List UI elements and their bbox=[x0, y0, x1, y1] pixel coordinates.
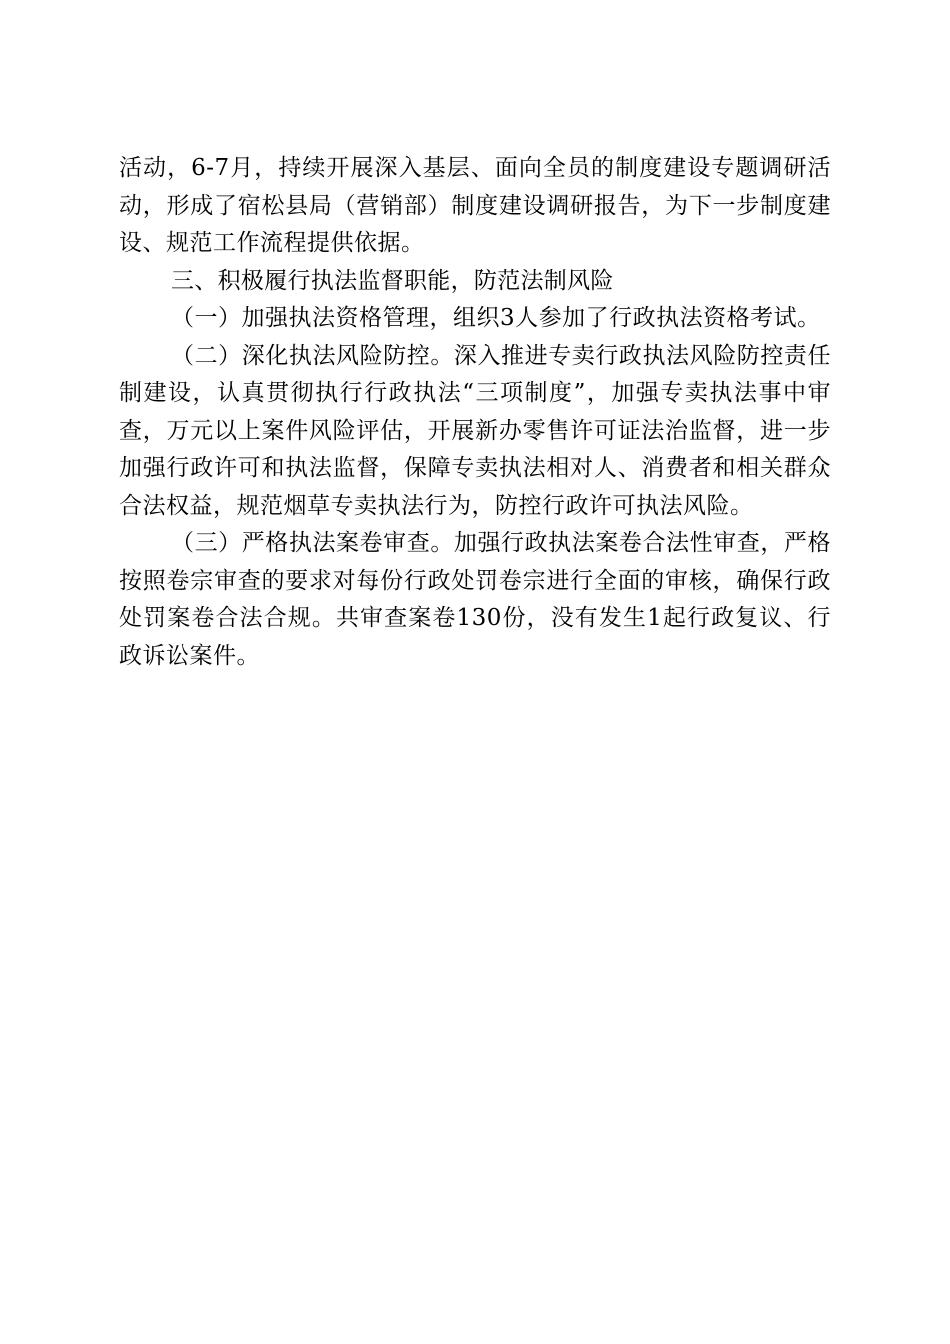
item-2-title: （二）深化执法风险防控。 bbox=[171, 342, 454, 369]
paragraph-item-1 bbox=[119, 300, 831, 338]
document-body bbox=[119, 150, 831, 675]
item-3-text: 加强行政执法案卷合法性审查，严格按照卷宗审查的要求对每份行政处罚卷宗进行全面的审核，确保行政处罚案卷合法合规。共审查案卷130份，没有发生1起行政复议、行政诉讼案件。 bbox=[119, 530, 832, 669]
item-2-text: 深入推进专卖行政执法风险防控责任制建设，认真贯彻执行行政执法“三项制度”，加强专卖执法事中审查，万元以上案件风险评估，开展新办零售许可证法治监督，进一步加强行政许可和执法监督，保障专卖执法相对人、消费者和相关群众合法权益，规范烟草专卖执法行为，防控行政许可执法风险。 bbox=[119, 342, 832, 519]
section-heading-3: 三、积极履行执法监督职能，防范法制风险 bbox=[171, 267, 614, 294]
paragraph-item-2 bbox=[119, 338, 831, 526]
paragraph-continuation: 活动，6-7月，持续开展深入基层、面向全员的制度建设专题调研活动，形成了宿松县局（营销部）制度建设调研报告，为下一步制度建设、规范工作流程提供依据。 bbox=[119, 155, 831, 256]
item-1-text: 加强执法资格管理，组织3人参加了行政执法资格考试。 bbox=[241, 305, 821, 331]
paragraph-item-3 bbox=[119, 525, 831, 675]
item-1-title: （一） bbox=[171, 305, 242, 331]
item-3-title: （三）严格执法案卷审查。 bbox=[171, 530, 454, 556]
